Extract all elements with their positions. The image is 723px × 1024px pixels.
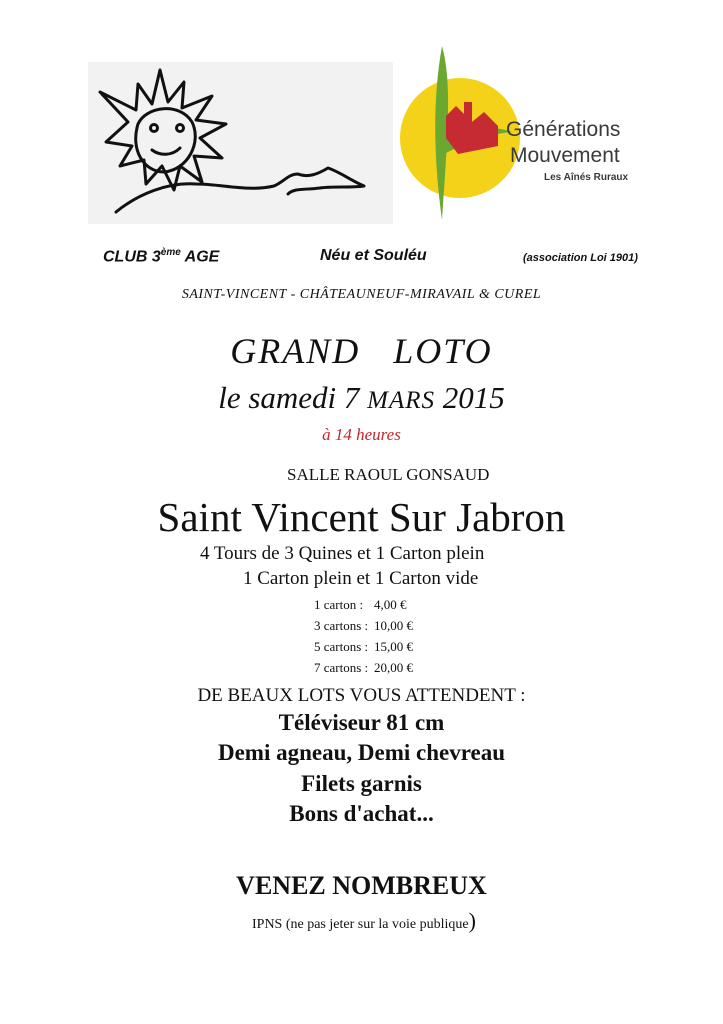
generations-mouvement-logo — [398, 42, 668, 222]
event-title: GRAND LOTO — [230, 331, 493, 371]
sun-drawing-icon — [88, 62, 393, 224]
venez-nombreux: VENEZ NOMBREUX — [236, 871, 487, 900]
price-row: 3 cartons : 10,00 € — [314, 618, 413, 633]
association-note: (association Loi 1901) — [523, 252, 638, 264]
villages-line: SAINT-VINCENT - CHÂTEAUNEUF-MIRAVAIL & CUREL — [181, 287, 542, 302]
event-tours: 4 Tours de 3 Quines et 1 Carton plein — [200, 543, 485, 564]
gm-line-1: Générations — [506, 118, 621, 141]
gm-line-3: Les Aînés Ruraux — [544, 172, 629, 183]
price-row: 7 cartons : 20,00 € — [314, 660, 413, 675]
lot-item: Filets garnis — [301, 771, 422, 796]
gm-line-2: Mouvement — [510, 144, 620, 167]
price-row: 1 carton : 4,00 € — [314, 597, 407, 612]
event-hall: SALLE RAOUL GONSAUD — [287, 465, 490, 484]
lot-item: Téléviseur 81 cm — [278, 710, 445, 735]
lot-item: Bons d'achat... — [289, 801, 434, 826]
price-list — [314, 594, 413, 678]
gm-emblem-icon — [398, 42, 668, 222]
event-date: le samedi 7 MARS 2015 — [218, 380, 505, 415]
lot-item: Demi agneau, Demi chevreau — [217, 740, 506, 765]
club-sun-logo — [88, 62, 393, 224]
lots-heading: DE BEAUX LOTS VOUS ATTENDENT : — [197, 685, 526, 706]
event-cartons: 1 Carton plein et 1 Carton vide — [243, 568, 479, 589]
ipns-note: IPNS (ne pas jeter sur la voie publique) — [252, 908, 476, 933]
event-town: Saint Vincent Sur Jabron — [157, 494, 566, 540]
club-title: Néu et Souléu — [320, 247, 427, 264]
event-time: à 14 heures — [322, 425, 401, 444]
price-row: 5 cartons : 15,00 € — [314, 639, 413, 654]
club-name: CLUB 3ème AGE — [103, 247, 220, 266]
